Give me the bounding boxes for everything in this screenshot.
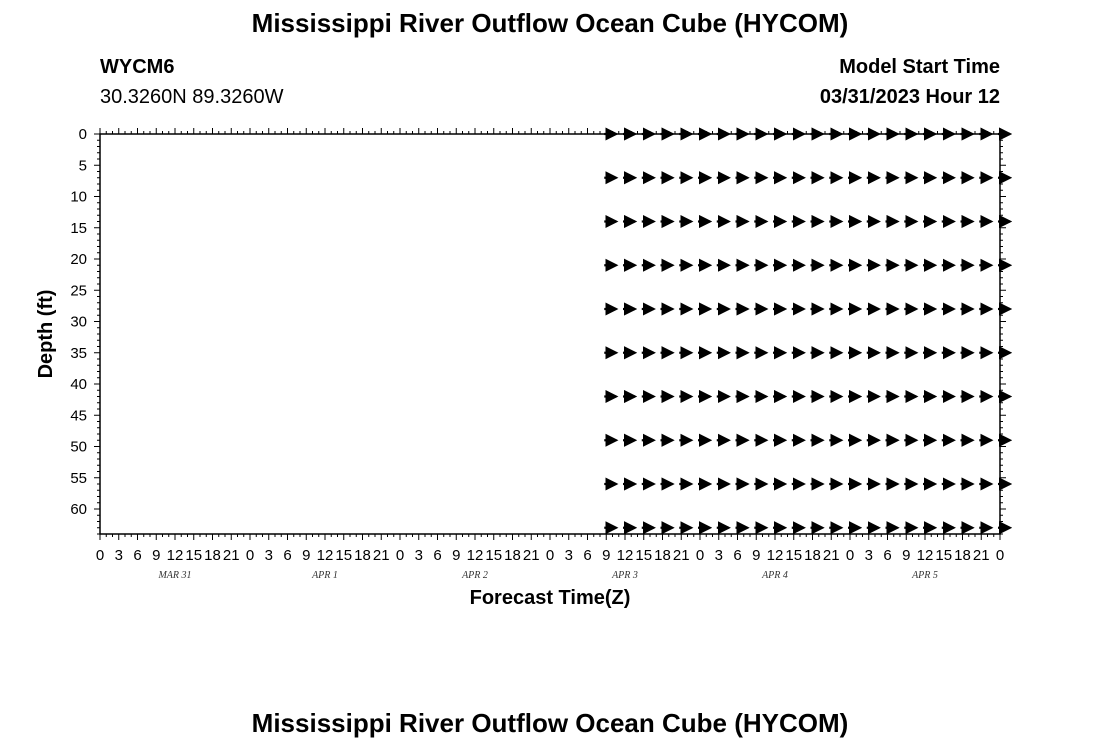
y-tick-label: 15: [70, 219, 87, 237]
y-tick-label: 10: [70, 188, 87, 206]
y-tick-label: 35: [70, 344, 87, 362]
x-tick-label: 18: [504, 547, 521, 564]
y-tick-label: 30: [70, 313, 87, 331]
y-tick-label: 25: [70, 282, 87, 300]
x-tick-label: 21: [822, 547, 840, 564]
x-tick-label: 18: [654, 547, 671, 564]
date-label: MAR 31: [158, 570, 192, 581]
chart-title-repeat: Mississippi River Outflow Ocean Cube (HYCOM): [251, 708, 849, 738]
x-tick-label: 12: [466, 547, 484, 564]
x-tick-label: 15: [185, 547, 203, 564]
x-tick-label: 12: [316, 547, 334, 564]
x-tick-label: 9: [452, 547, 461, 564]
x-tick-label: 18: [804, 547, 821, 564]
x-tick-label: 12: [766, 547, 784, 564]
x-tick-label: 18: [204, 547, 221, 564]
x-tick-label: 12: [916, 547, 934, 564]
date-label: APR 2: [462, 570, 488, 581]
x-tick-label: 6: [433, 547, 442, 564]
x-tick-label: 0: [845, 547, 855, 564]
x-tick-label: 0: [245, 547, 255, 564]
model-start-label: Model Start Time: [839, 56, 1000, 78]
x-axis-date-labels: [157, 570, 937, 581]
date-label: APR 3: [612, 570, 638, 581]
x-tick-label: 21: [972, 547, 990, 564]
y-tick-label: 0: [78, 126, 87, 143]
x-tick-label: 15: [635, 547, 653, 564]
x-tick-label: 3: [414, 547, 423, 564]
x-tick-label: 21: [222, 547, 240, 564]
station-coordinates: 30.3260N 89.3260W: [100, 86, 284, 108]
x-tick-label: 9: [302, 547, 311, 564]
x-tick-label: 6: [283, 547, 292, 564]
x-tick-label: 6: [583, 547, 592, 564]
y-tick-label: 55: [70, 469, 87, 487]
x-tick-label: 9: [902, 547, 911, 564]
x-tick-label: 9: [752, 547, 761, 564]
y-axis-ticks: [94, 134, 1006, 534]
chart-title: Mississippi River Outflow Ocean Cube (HYCOM): [251, 8, 849, 38]
x-tick-label: 3: [264, 547, 273, 564]
x-axis-ticks: [100, 128, 1000, 540]
x-tick-label: 3: [114, 547, 123, 564]
y-tick-label: 60: [70, 501, 87, 518]
x-tick-label: 15: [485, 547, 503, 564]
x-tick-label: 9: [602, 547, 611, 564]
x-tick-label: 21: [672, 547, 690, 564]
x-tick-label: 15: [935, 547, 953, 564]
x-tick-label: 15: [335, 547, 353, 564]
y-tick-label: 20: [70, 251, 87, 268]
x-tick-label: 6: [133, 547, 142, 564]
x-tick-label: 0: [395, 547, 405, 564]
x-tick-label: 6: [733, 547, 742, 564]
x-tick-label: 0: [95, 547, 105, 564]
x-tick-label: 3: [714, 547, 723, 564]
x-tick-label: 18: [354, 547, 371, 564]
date-label: APR 1: [312, 570, 338, 581]
x-tick-label: 15: [785, 547, 803, 564]
x-tick-label: 0: [695, 547, 705, 564]
plot-frame: [100, 134, 1000, 534]
x-tick-label: 3: [564, 547, 573, 564]
x-tick-label: 0: [545, 547, 555, 564]
model-start-time: 03/31/2023 Hour 12: [819, 86, 1000, 108]
x-tick-label: 6: [883, 547, 892, 564]
station-id: WYCM6: [100, 56, 175, 78]
x-axis-tick-labels: [96, 547, 1004, 564]
x-tick-label: 21: [522, 547, 540, 564]
x-tick-label: 3: [864, 547, 873, 564]
y-tick-label: 40: [70, 376, 87, 393]
y-tick-label: 45: [70, 407, 87, 425]
x-axis-label: Forecast Time(Z): [469, 587, 631, 609]
current-vectors: [604, 134, 1010, 528]
x-tick-label: 12: [166, 547, 184, 564]
date-label: APR 5: [912, 570, 938, 581]
y-axis-label: Depth (ft): [35, 289, 57, 379]
y-tick-label: 5: [78, 157, 87, 175]
x-tick-label: 9: [152, 547, 161, 564]
date-label: APR 4: [762, 570, 788, 581]
x-tick-label: 18: [954, 547, 971, 564]
y-tick-label: 50: [70, 438, 87, 456]
y-axis-tick-labels: [70, 126, 87, 518]
x-tick-label: 21: [372, 547, 390, 564]
x-tick-label: 12: [616, 547, 634, 564]
x-tick-label: 0: [995, 547, 1005, 564]
